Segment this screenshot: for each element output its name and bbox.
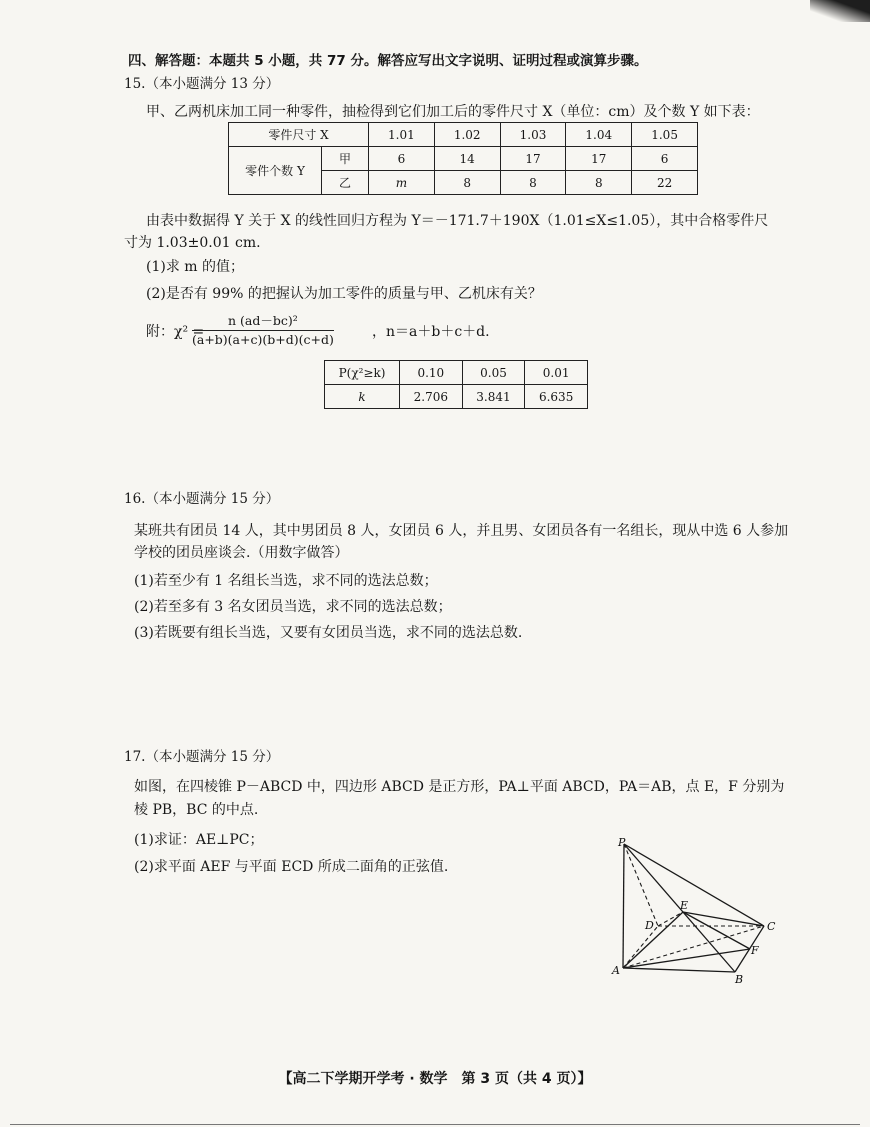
formula-denominator: (a+b)(a+c)(b+d)(c+d) bbox=[192, 332, 334, 347]
q16-part2: (2)若至多有 3 名女团员当选，求不同的选法总数； bbox=[134, 599, 452, 615]
pyramid-figure bbox=[604, 834, 786, 986]
label-c: C bbox=[767, 920, 776, 933]
table-cell: 0.10 bbox=[400, 361, 463, 385]
label-a: A bbox=[612, 964, 620, 977]
formula-numerator: n (ad－bc)² bbox=[192, 311, 334, 331]
q16-header: 16.（本小题满分 15 分） bbox=[124, 491, 280, 507]
chi-p-label: P(χ²≥k) bbox=[325, 361, 400, 385]
table-cell: 1.03 bbox=[500, 123, 566, 147]
label-e: E bbox=[680, 899, 689, 912]
q16-text2: 学校的团员座谈会.（用数字做答） bbox=[134, 545, 349, 561]
edge-pd bbox=[624, 844, 658, 926]
scan-shadow bbox=[810, 0, 870, 22]
table-cell: 1.01 bbox=[369, 123, 435, 147]
q16-text1: 某班共有团员 14 人，其中男团员 8 人，女团员 6 人，并且男、女团员各有一名组长，现从中选 6 人参加 bbox=[134, 523, 789, 539]
formula-prefix: 附：χ² = bbox=[146, 324, 205, 340]
label-b: B bbox=[735, 973, 744, 986]
table-cell: 1.05 bbox=[632, 123, 698, 147]
q17-part1: (1)求证：AE⊥PC； bbox=[134, 832, 264, 848]
table-cell: m bbox=[369, 171, 435, 195]
table-header-size: 零件尺寸 X bbox=[229, 123, 369, 147]
edge-ad bbox=[623, 926, 658, 968]
q15-part1: (1)求 m 的值； bbox=[146, 259, 245, 275]
table-machine-b: 乙 bbox=[322, 171, 369, 195]
q17-part2: (2)求平面 AEF 与平面 ECD 所成二面角的正弦值. bbox=[134, 859, 449, 875]
q15-text2: 寸为 1.03±0.01 cm. bbox=[124, 235, 261, 251]
table-cell: 17 bbox=[566, 147, 632, 171]
table-cell: 14 bbox=[434, 147, 500, 171]
table-cell: 8 bbox=[434, 171, 500, 195]
table-cell: 0.01 bbox=[525, 361, 588, 385]
table-cell: 3.841 bbox=[462, 385, 525, 409]
chi-critical-table bbox=[324, 360, 588, 409]
table-cell: 1.02 bbox=[434, 123, 500, 147]
table-cell: 22 bbox=[632, 171, 698, 195]
table-cell: 2.706 bbox=[400, 385, 463, 409]
edge-af bbox=[623, 949, 750, 968]
table-header-count: 零件个数 Y bbox=[229, 147, 322, 195]
table-cell: 6 bbox=[369, 147, 435, 171]
table-cell: 8 bbox=[500, 171, 566, 195]
page-bottom-line bbox=[10, 1124, 860, 1125]
table-cell: 0.05 bbox=[462, 361, 525, 385]
q15-data-table bbox=[228, 122, 698, 195]
q17-text2: 棱 PB，BC 的中点. bbox=[134, 802, 259, 818]
q17-text1: 如图，在四棱锥 P－ABCD 中，四边形 ABCD 是正方形，PA⊥平面 ABCD，PA＝AB，点 E，F 分别为 bbox=[134, 779, 785, 795]
edge-ac bbox=[623, 926, 764, 968]
q15-text1: 由表中数据得 Y 关于 X 的线性回归方程为 Y＝－171.7＋190X（1.01≤X≤1.05），其中合格零件尺 bbox=[146, 213, 769, 229]
chi-k-label: k bbox=[325, 385, 400, 409]
q17-header: 17.（本小题满分 15 分） bbox=[124, 749, 280, 765]
q16-part3: (3)若既要有组长当选，又要有女团员当选，求不同的选法总数. bbox=[134, 625, 523, 641]
formula-suffix: ，n＝a＋b＋c＋d. bbox=[372, 324, 490, 340]
chi-square-fraction bbox=[192, 311, 334, 347]
page-footer: 【高二下学期开学考 · 数学 第 3 页（共 4 页）】 bbox=[278, 1071, 592, 1087]
label-p: P bbox=[618, 836, 626, 849]
label-f: F bbox=[751, 944, 759, 957]
table-machine-a: 甲 bbox=[322, 147, 369, 171]
table-cell: 8 bbox=[566, 171, 632, 195]
table-cell: 1.04 bbox=[566, 123, 632, 147]
edge-ab bbox=[623, 968, 735, 972]
table-cell: 6.635 bbox=[525, 385, 588, 409]
table-cell: 6 bbox=[632, 147, 698, 171]
section-heading: 四、解答题：本题共 5 小题，共 77 分。解答应写出文字说明、证明过程或演算步骤。 bbox=[128, 53, 648, 69]
q15-part2: (2)是否有 99% 的把握认为加工零件的质量与甲、乙机床有关？ bbox=[146, 286, 542, 302]
q15-intro: 甲、乙两机床加工同一种零件，抽检得到它们加工后的零件尺寸 X（单位：cm）及个数 Y 如下表： bbox=[146, 104, 760, 120]
q16-part1: (1)若至少有 1 名组长当选，求不同的选法总数； bbox=[134, 573, 438, 589]
label-d: D bbox=[645, 919, 654, 932]
edge-pa bbox=[623, 844, 624, 968]
table-cell: 17 bbox=[500, 147, 566, 171]
q15-header: 15.（本小题满分 13 分） bbox=[124, 76, 280, 92]
